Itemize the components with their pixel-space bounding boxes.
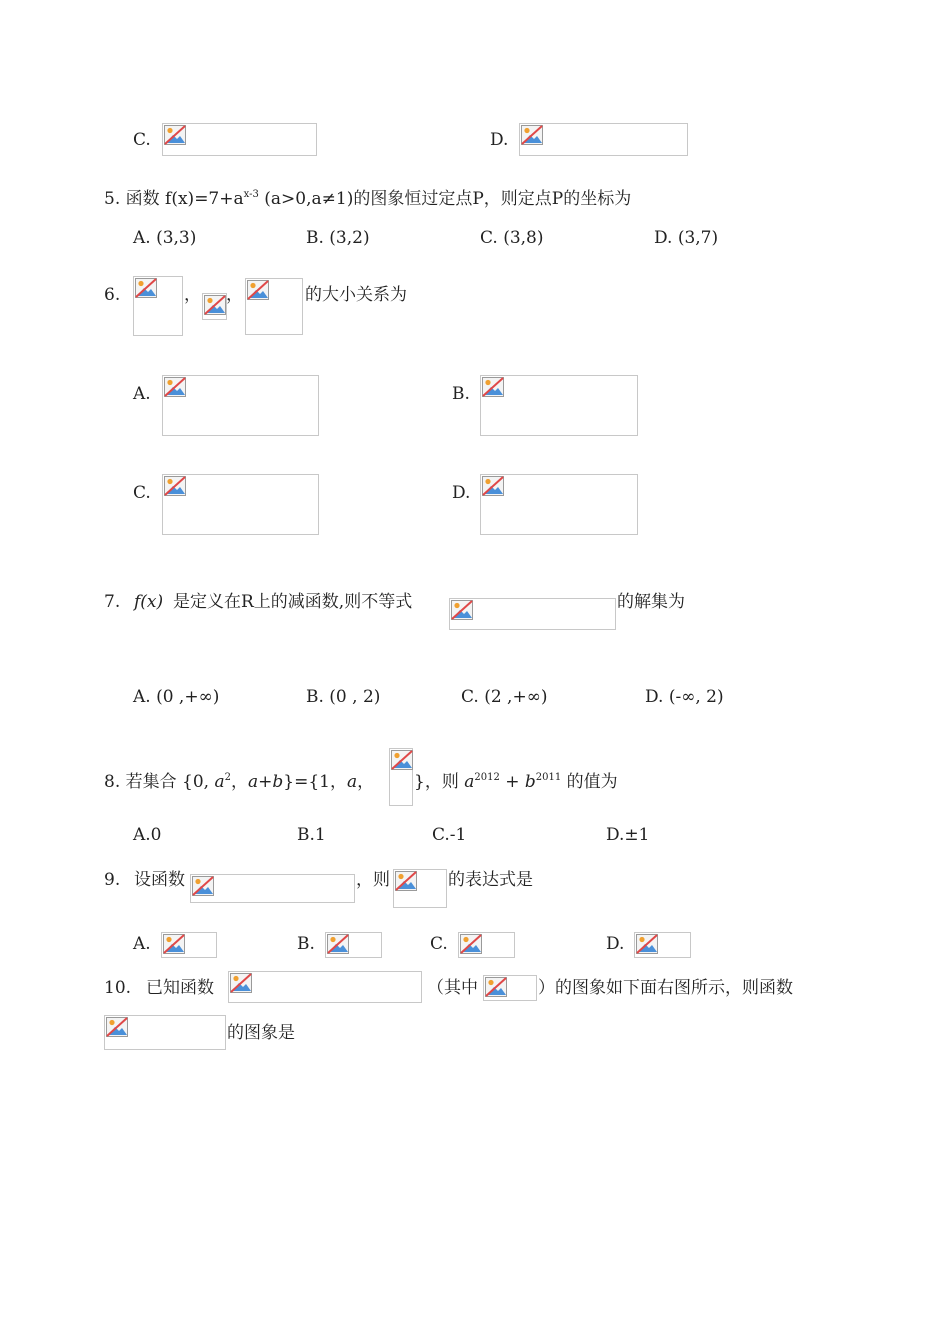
q6-number: 6. xyxy=(104,285,121,305)
q8-suffix: 的值为 xyxy=(561,772,618,792)
broken-image-icon xyxy=(327,934,349,954)
q4-option-d-label: D. xyxy=(490,130,509,150)
broken-image-icon xyxy=(204,295,226,315)
broken-image-icon xyxy=(164,377,186,397)
q4-option-d-image xyxy=(519,123,688,156)
q5-option-c: C. (3,8) xyxy=(480,228,544,248)
q9-option-d-label: D. xyxy=(606,934,625,954)
q6-option-d-label: D. xyxy=(452,483,471,503)
q6-option-a-label: A. xyxy=(133,384,151,404)
q10-function-image xyxy=(228,971,422,1003)
q6-expr-3-image xyxy=(245,278,303,335)
q6-option-d-image xyxy=(480,474,638,535)
q10-number: 10. xyxy=(104,978,132,998)
q9-suffix: 的表达式是 xyxy=(448,870,533,890)
q8-stem-left xyxy=(104,768,374,792)
broken-image-icon xyxy=(395,871,417,891)
q8-stem-right xyxy=(414,768,618,792)
q9-option-c-image xyxy=(458,932,515,958)
q6-comma-1: ， xyxy=(184,285,201,305)
q8-option-b: B.1 xyxy=(297,825,326,845)
broken-image-icon xyxy=(230,973,252,993)
broken-image-icon xyxy=(391,750,413,770)
broken-image-icon xyxy=(482,377,504,397)
q9-prefix: 设函数 xyxy=(134,870,185,890)
q5-prefix: 函数 f(x)=7+a xyxy=(125,189,244,209)
q4-option-c-image xyxy=(162,123,317,156)
q8-eq: }={1， xyxy=(283,772,347,792)
q7-suffix: 的解集为 xyxy=(617,592,685,612)
q7-number: 7. xyxy=(104,592,121,612)
q8-a-exponent: 2 xyxy=(224,772,232,783)
q9-number: 9. xyxy=(104,870,121,890)
q6-option-b-label: B. xyxy=(452,384,470,404)
q8-number: 8. xyxy=(104,772,121,792)
q6-option-b-image xyxy=(480,375,638,436)
q8-a2: a xyxy=(346,772,358,792)
q7-option-a: A. (0 ,+∞) xyxy=(133,687,220,707)
q10-prefix: 已知函数 xyxy=(146,978,214,998)
q7-option-b: B. (0 , 2) xyxy=(306,687,381,707)
q8-option-c: C.-1 xyxy=(432,825,467,845)
q5-stem xyxy=(104,185,631,209)
broken-image-icon xyxy=(164,125,186,145)
q6-comma-2: ， xyxy=(226,285,243,305)
q8-prefix: 若集合 {0, xyxy=(125,772,210,792)
q8-ab: a+b xyxy=(248,772,284,792)
q7-option-d: D. (-∞, 2) xyxy=(645,687,724,707)
q9-option-b-label: B. xyxy=(297,934,315,954)
q10-paren-close: ）的图象如下面右图所示，则函数 xyxy=(538,978,793,998)
q8-comma: ， xyxy=(357,772,375,792)
q7-fx: f(x) xyxy=(134,592,164,612)
q8-power-b-exponent: 2011 xyxy=(535,772,562,783)
q7-option-c: C. (2 ,+∞) xyxy=(461,687,548,707)
broken-image-icon xyxy=(192,876,214,896)
q6-expr-1-image xyxy=(133,276,183,336)
q6-option-c-image xyxy=(162,474,319,535)
broken-image-icon xyxy=(106,1017,128,1037)
broken-image-icon xyxy=(451,600,473,620)
q9-function-image xyxy=(190,874,355,903)
q8-power-a-exponent: 2012 xyxy=(474,772,500,783)
q9-option-a-image xyxy=(161,932,217,958)
q6-option-a-image xyxy=(162,375,319,436)
q7-inequality-image xyxy=(449,598,616,630)
q6-expr-2-image xyxy=(202,293,227,320)
q6-option-c-label: C. xyxy=(133,483,151,503)
q8-a: a xyxy=(214,772,225,792)
broken-image-icon xyxy=(247,280,269,300)
broken-image-icon xyxy=(135,278,157,298)
q5-suffix: (a>0,a≠1)的图象恒过定点P，则定点P的坐标为 xyxy=(258,189,632,209)
q10-condition-image xyxy=(483,975,537,1001)
q5-option-d: D. (3,7) xyxy=(654,228,719,248)
q8-power-b: b xyxy=(524,772,536,792)
q9-mid: ，则 xyxy=(356,870,390,890)
q5-option-a: A. (3,3) xyxy=(133,228,197,248)
q8-mid: ， xyxy=(231,772,249,792)
broken-image-icon xyxy=(521,125,543,145)
broken-image-icon xyxy=(163,934,185,954)
q9-option-b-image xyxy=(325,932,382,958)
broken-image-icon xyxy=(482,476,504,496)
q5-option-b: B. (3,2) xyxy=(306,228,370,248)
q8-option-a: A.0 xyxy=(133,825,162,845)
broken-image-icon xyxy=(164,476,186,496)
q10-paren-open: （其中 xyxy=(427,978,478,998)
q9-option-c-label: C. xyxy=(430,934,448,954)
q8-power-a: a xyxy=(464,772,475,792)
q10-second-function-image xyxy=(104,1015,226,1050)
broken-image-icon xyxy=(460,934,482,954)
q9-target-image xyxy=(393,869,447,908)
q10-suffix: 的图象是 xyxy=(227,1023,295,1043)
q5-number: 5. xyxy=(104,189,121,209)
q7-prefix: 是定义在R上的减函数,则不等式 xyxy=(173,592,413,612)
q8-option-d: D.±1 xyxy=(606,825,650,845)
q9-option-a-label: A. xyxy=(133,934,151,954)
q4-option-c-label: C. xyxy=(133,130,151,150)
q8-plus: + xyxy=(499,772,525,792)
q8-fraction-image xyxy=(389,748,413,806)
q6-suffix: 的大小关系为 xyxy=(305,285,407,305)
q8-close: }，则 xyxy=(414,772,459,792)
q9-option-d-image xyxy=(634,932,691,958)
broken-image-icon xyxy=(485,977,507,997)
q5-exponent: x-3 xyxy=(243,189,259,200)
broken-image-icon xyxy=(636,934,658,954)
